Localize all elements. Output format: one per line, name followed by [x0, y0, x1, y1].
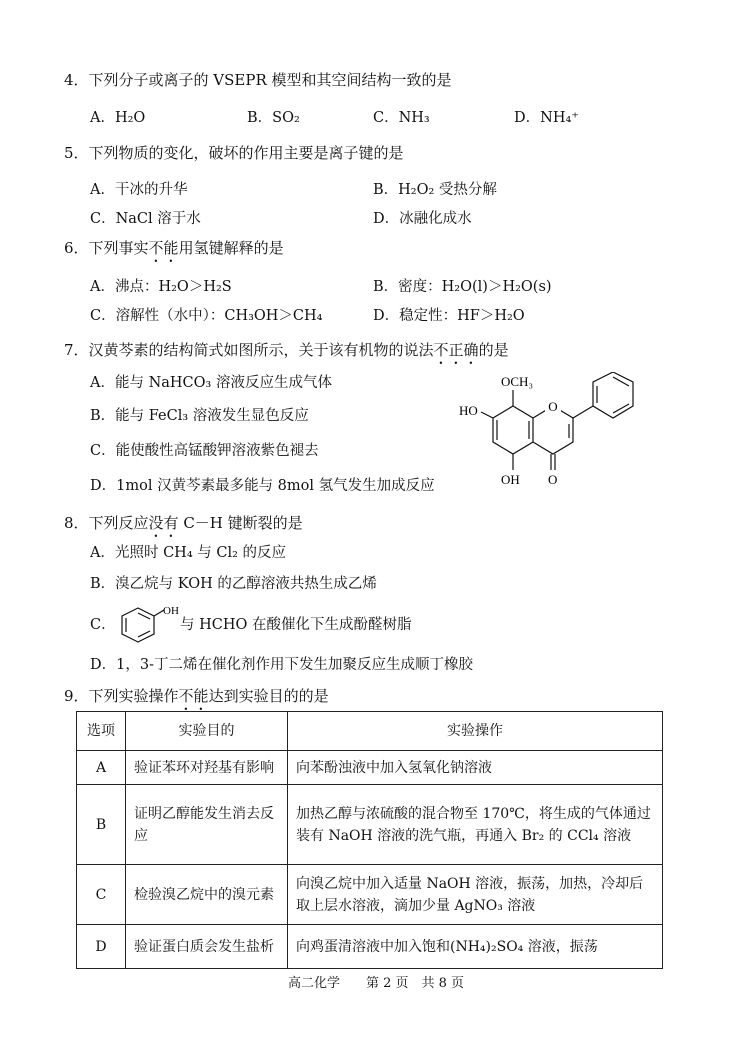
- q4-option-d: D．NH₄⁺: [514, 110, 579, 126]
- table-cell-operation: 向溴乙烷中加入适量 NaOH 溶液，振荡，加热，冷却后取上层水溶液，滴加少量 AgNO₃ 溶液: [288, 865, 663, 925]
- table-cell-option: C: [77, 865, 126, 925]
- q4-option-a: A．H₂O: [90, 110, 146, 126]
- table-header-cell: 选项: [77, 712, 126, 751]
- q7-stem-post: 的是: [478, 341, 509, 359]
- q5-stem: 5．下列物质的变化，破坏的作用主要是离子键的是: [64, 144, 404, 162]
- q6-option-b: B．密度：H₂O(l)＞H₂O(s): [373, 279, 552, 295]
- q6-stem-post: 用氢键解释的是: [178, 239, 284, 257]
- q8-option-c-text: 与 HCHO 在酸催化下生成酚醛树脂: [180, 617, 412, 633]
- q9-stem-pre: 9．下列实验操作: [64, 687, 179, 705]
- q6-option-c: C．溶解性（水中）：CH₃OH＞CH₄: [90, 308, 323, 324]
- q8-option-c-label: C．: [90, 617, 116, 633]
- q5-option-a: A．干冰的升华: [90, 182, 188, 198]
- q7-option-a: A．能与 NaHCO₃ 溶液反应生成气体: [90, 375, 332, 391]
- table-cell-operation: 向苯酚浊液中加入氢氧化钠溶液: [288, 751, 663, 785]
- structure-oh-label: OH: [501, 472, 520, 487]
- table-cell-operation: 向鸡蛋清溶液中加入饱和(NH₄)₂SO₄ 溶液，振荡: [288, 925, 663, 969]
- table-cell-purpose: 验证苯环对羟基有影响: [126, 751, 288, 785]
- table-header-row: [77, 712, 663, 751]
- q4-option-b: B．SO₂: [247, 110, 300, 126]
- q7-stem-pre: 7．汉黄芩素的结构简式如图所示，关于该有机物的说法: [64, 341, 434, 359]
- q7-option-b: B．能与 FeCl₃ 溶液发生显色反应: [90, 408, 309, 424]
- q8-stem-pre: 8．下列反应: [64, 514, 149, 532]
- phenol-oh-label: OH: [163, 605, 179, 617]
- table-row: [77, 925, 663, 969]
- experiment-table: [76, 711, 663, 969]
- q8-option-b: B．溴乙烷与 KOH 的乙醇溶液共热生成乙烯: [90, 576, 377, 592]
- q6-option-d: D．稳定性：HF＞H₂O: [373, 308, 525, 324]
- table-cell-operation: 加热乙醇与浓硫酸的混合物至 170℃，将生成的气体通过装有 NaOH 溶液的洗气瓶，再通入 Br₂ 的 CCl₄ 溶液: [288, 785, 663, 865]
- table-cell-purpose: 证明乙醇能发生消去反应: [126, 785, 288, 865]
- q6-stem: [64, 238, 284, 266]
- q6-stem-pre: 6．下列事实: [64, 239, 149, 257]
- q4-stem: 4．下列分子或离子的 VSEPR 模型和其空间结构一致的是: [64, 71, 452, 89]
- table-cell-option: B: [77, 785, 126, 865]
- table-cell-option: A: [77, 751, 126, 785]
- table-cell-purpose: 验证蛋白质会发生盐析: [126, 925, 288, 969]
- q9-stem-emphasis: 不能: [178, 687, 209, 705]
- q8-option-a: A．光照时 CH₄ 与 Cl₂ 的反应: [90, 545, 287, 561]
- q9-stem: [64, 686, 329, 714]
- q6-stem-emphasis: 不能: [148, 239, 179, 257]
- q4-option-c: C．NH₃: [373, 110, 430, 126]
- q7-option-c: C．能使酸性高锰酸钾溶液紫色褪去: [90, 443, 319, 459]
- q8-option-d: D．1，3-丁二烯在催化剂作用下发生加聚反应生成顺丁橡胶: [90, 657, 473, 673]
- q7-option-d: D．1mol 汉黄芩素最多能与 8mol 氢气发生加成反应: [90, 478, 435, 494]
- table-header-cell: 实验操作: [288, 712, 663, 751]
- structure-ho-label: HO: [459, 403, 478, 418]
- wogonin-structure-diagram: [455, 372, 655, 492]
- q7-stem-emphasis: 不正确: [433, 341, 479, 359]
- q7-stem: [64, 340, 509, 368]
- q5-option-b: B．H₂O₂ 受热分解: [373, 182, 497, 198]
- table-row: [77, 865, 663, 925]
- table-header-cell: 实验目的: [126, 712, 288, 751]
- structure-ring-oxygen: O: [548, 399, 558, 414]
- q5-option-c: C．NaCl 溶于水: [90, 211, 201, 227]
- table-cell-option: D: [77, 925, 126, 969]
- table-cell-purpose: 检验溴乙烷中的溴元素: [126, 865, 288, 925]
- structure-och3-label: OCH₃: [501, 374, 533, 389]
- q8-stem: [64, 513, 303, 541]
- q6-option-a: A．沸点：H₂O＞H₂S: [90, 279, 232, 295]
- table-row: [77, 751, 663, 785]
- q8-stem-emphasis: 没有: [148, 514, 179, 532]
- page-footer: 高二化学 第 2 页 共 8 页: [287, 976, 465, 991]
- q9-stem-post: 达到实验目的的是: [208, 687, 329, 705]
- q5-option-d: D．冰融化成水: [373, 211, 472, 227]
- q8-stem-post: C－H 键断裂的是: [178, 514, 303, 532]
- structure-keto-oxygen: O: [548, 472, 558, 487]
- table-row: [77, 785, 663, 865]
- phenol-structure-icon: [114, 604, 180, 644]
